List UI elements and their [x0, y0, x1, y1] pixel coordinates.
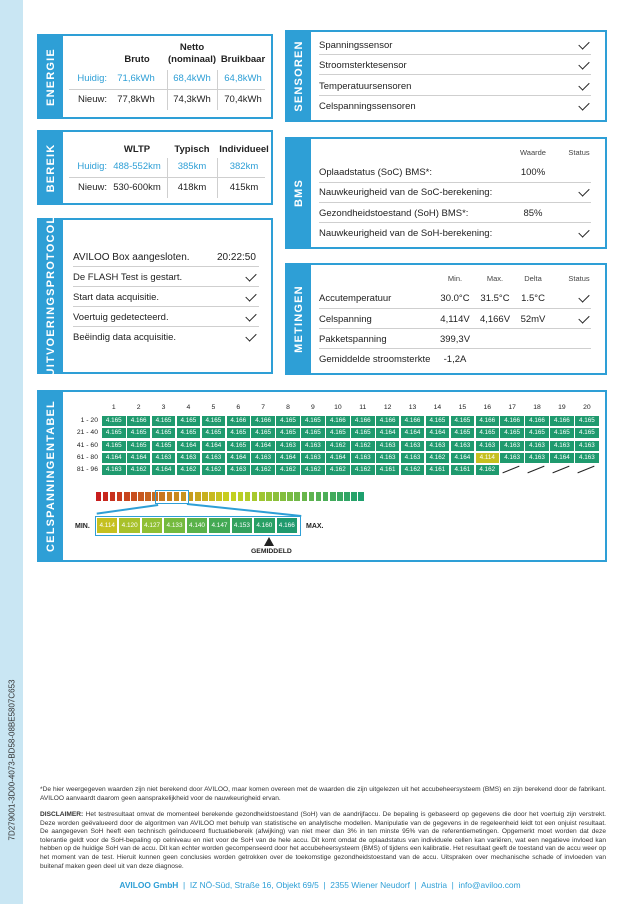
energie-nieuw-label: Nieuw: [77, 94, 107, 105]
gradient-segment [96, 492, 102, 501]
cell-voltage: 4.163 [426, 441, 450, 451]
cell-voltage: 4.164 [102, 453, 126, 463]
cell-column-label: 2 [136, 404, 141, 411]
disclaimer-label: DISCLAIMER: [40, 811, 84, 818]
gradient-segment [266, 492, 272, 501]
gradient-segment [309, 492, 315, 501]
gradient-segment [202, 492, 208, 501]
scale-value: 4.153 [232, 518, 252, 533]
cell-voltage: 4.163 [451, 441, 475, 451]
bms-row-soc: Oplaadstatus (SoC) BMS*: [319, 167, 432, 178]
cell-voltage: 4.165 [152, 416, 176, 426]
cell-voltage: 4.166 [127, 416, 151, 426]
cell-voltage: 4.165 [301, 428, 325, 438]
col-delta: Delta [524, 274, 542, 283]
cell-voltage: 4.163 [301, 441, 325, 451]
col-wltp: WLTP [123, 144, 151, 155]
document-id: 7D279001-3D00-4073-BD58-08BE5807C653 [7, 679, 17, 841]
energie-tab [39, 36, 63, 117]
cell-voltage: 4.165 [177, 416, 201, 426]
cell-column-label: 17 [508, 404, 516, 411]
meting-cel-delta: 52mV [520, 314, 546, 325]
gradient-segment [323, 492, 329, 501]
check-icon [578, 291, 589, 302]
protocol-item-2: Start data acquisitie. [73, 292, 160, 303]
gradient-segment [124, 492, 130, 501]
gemiddeld-label: GEMIDDELD [251, 548, 292, 555]
cell-voltage: 4.163 [251, 453, 275, 463]
bereik-nieuw-wltp: 530-600km [113, 182, 161, 193]
cell-column-label: 15 [458, 404, 467, 411]
gradient-segment [117, 492, 123, 501]
cell-voltage: 4.162 [202, 465, 226, 475]
protocol-card [37, 215, 273, 377]
gradient-segment [223, 492, 229, 501]
cell-voltage: 4.163 [476, 441, 500, 451]
bms-row-soh: Gezondheidstoestand (SoH) BMS*: [319, 208, 469, 219]
gradient-segment [330, 492, 336, 501]
col-min: Min. [447, 274, 463, 283]
cell-voltage: 4.165 [251, 428, 275, 438]
cell-voltage: 4.165 [276, 428, 300, 438]
bms-card [285, 137, 607, 249]
energie-nieuw-netto: 74,3kWh [173, 94, 211, 105]
protocol-title: UITVOERINGSPROTOCOL [45, 215, 57, 377]
cell-voltage: 4.162 [177, 465, 201, 475]
metingen-card [285, 263, 607, 375]
col-status: Status [568, 148, 590, 157]
cell-voltage: 4.164 [326, 453, 350, 463]
cell-voltage: 4.163 [276, 441, 300, 451]
cell-voltage: 4.164 [451, 453, 475, 463]
footer-company: AVILOO GmbH [119, 880, 179, 890]
footer-email[interactable]: info@aviloo.com [458, 880, 521, 890]
cell-voltage: 4.165 [575, 428, 599, 438]
gradient-segment [103, 492, 109, 501]
cell-voltage: 4.163 [401, 441, 425, 451]
cell-voltage: 4.165 [550, 428, 574, 438]
cell-voltage: 4.164 [251, 441, 275, 451]
check-icon [245, 310, 256, 321]
energie-huidig-bruik: 64,8kWh [224, 73, 262, 84]
check-icon [245, 330, 256, 341]
meting-pakket-label: Pakketspanning [319, 334, 387, 345]
footer-sep: | [321, 880, 328, 890]
bereik-nieuw-label: Nieuw: [77, 182, 107, 193]
cell-voltage: 4.164 [401, 428, 425, 438]
bms-soc-value: 100% [520, 167, 546, 178]
protocol-tab [39, 215, 63, 377]
bereik-tab [39, 132, 63, 203]
scale-value: 4.114 [97, 518, 117, 533]
cell-voltage: 4.163 [525, 453, 549, 463]
col-individueel: Individueel [219, 144, 269, 155]
disclaimer [40, 811, 606, 871]
celspanning-card [37, 390, 607, 562]
cell-voltage: 4.163 [301, 453, 325, 463]
check-icon [578, 79, 589, 90]
bms-title: BMS [293, 178, 305, 208]
cell-column-label: 16 [483, 404, 492, 411]
cell-voltage: 4.163 [401, 453, 425, 463]
footer-country: Austria [420, 880, 448, 890]
gradient-segment [294, 492, 300, 501]
celspanning-title: CELSPANNINGENTABEL [45, 400, 57, 552]
gradient-segment [245, 492, 251, 501]
cell-voltage: 4.164 [276, 453, 300, 463]
cell-voltage: 4.165 [575, 416, 599, 426]
cell-voltage: 4.162 [351, 441, 375, 451]
scale-box [95, 516, 301, 536]
gradient-segment [131, 492, 137, 501]
cell-column-label: 9 [311, 404, 315, 411]
footer-address: IZ NÖ-Süd, Straße 16, Objekt 69/5 [189, 880, 319, 890]
gradient-segment [280, 492, 286, 501]
meting-cel-min: 4,114V [440, 314, 470, 325]
energie-card [37, 34, 273, 119]
cell-row-label: 61 - 80 [76, 453, 98, 461]
cell-voltage: 4.165 [326, 428, 350, 438]
gradient-segment [110, 492, 116, 501]
bms-row-soh-acc: Nauwkeurigheid van de SoH-berekening: [319, 228, 493, 239]
cell-column-label: 6 [236, 404, 241, 411]
cell-row-label: 1 - 20 [80, 417, 98, 424]
gradient-segment [238, 492, 244, 501]
meting-temp-max: 31.5°C [480, 293, 510, 304]
cell-voltage: 4.164 [426, 428, 450, 438]
cell-voltage: 4.165 [426, 416, 450, 426]
cell-column-label: 3 [161, 404, 166, 411]
cell-voltage: 4.166 [500, 416, 524, 426]
col-bruikbaar: Bruikbaar [220, 54, 266, 65]
bms-row-soc-acc: Nauwkeurigheid van de SoC-berekening: [319, 187, 493, 198]
voltage-gradient-bar [95, 492, 365, 501]
cell-voltage: 4.165 [202, 416, 226, 426]
check-icon [578, 99, 589, 110]
gradient-segment [209, 492, 215, 501]
meting-temp-delta: 1.5°C [521, 293, 545, 304]
gradient-segment [337, 492, 343, 501]
bereik-huidig-wltp: 488-552km [113, 161, 161, 172]
cell-row-label: 81 - 96 [76, 466, 98, 474]
cell-column-label: 19 [558, 404, 566, 411]
energie-huidig-label: Huidig: [77, 73, 107, 84]
cell-voltage: 4.162 [326, 465, 350, 475]
cell-voltage: 4.163 [575, 441, 599, 451]
meting-cel-max: 4,166V [479, 314, 511, 325]
cell-voltage: 4.162 [326, 441, 350, 451]
check-icon [245, 270, 256, 281]
cell-voltage: 4.166 [525, 416, 549, 426]
metingen-tab [287, 265, 311, 373]
sensor-3: Temperatuursensoren [319, 81, 412, 92]
check-icon [578, 226, 589, 237]
bms-tab [287, 139, 311, 247]
scale-value: 4.147 [209, 518, 229, 533]
cell-voltage: 4.163 [575, 453, 599, 463]
sensoren-card [285, 30, 607, 122]
gradient-segment [351, 492, 357, 501]
cell-voltage: 4.165 [152, 428, 176, 438]
cell-voltage: 4.163 [500, 441, 524, 451]
cell-voltage: 4.163 [550, 441, 574, 451]
cell-voltage: 4.162 [276, 465, 300, 475]
cell-voltage: 4.166 [476, 416, 500, 426]
cell-voltage: 4.166 [351, 416, 375, 426]
protocol-time: 20:22:50 [217, 252, 256, 263]
cell-voltage: 4.161 [451, 465, 475, 475]
col-netto: Netto [179, 42, 205, 53]
meting-pakket-value: 399,3V [439, 334, 471, 345]
cell-voltage: 4.163 [351, 453, 375, 463]
cell-voltage: 4.166 [376, 416, 400, 426]
cell-voltage: 4.114 [476, 453, 500, 463]
scale-value: 4.133 [164, 518, 184, 533]
protocol-item-1: De FLASH Test is gestart. [73, 272, 183, 283]
empty-cell-dash-icon [525, 465, 547, 475]
gradient-segment [231, 492, 237, 501]
cell-grid [39, 392, 605, 482]
energie-title: ENERGIE [45, 47, 57, 106]
cell-voltage: 4.164 [202, 441, 226, 451]
cell-voltage: 4.165 [202, 428, 226, 438]
energie-nieuw-bruik: 70,4kWh [224, 94, 262, 105]
meting-temp-min: 30.0°C [440, 293, 470, 304]
cell-voltage: 4.162 [476, 465, 500, 475]
scale-max-label: MAX. [306, 523, 324, 530]
cell-voltage: 4.163 [102, 465, 126, 475]
cell-column-label: 13 [408, 404, 417, 411]
meting-stroom-value: -1,2A [443, 354, 467, 365]
protocol-item-4: Beëindig data acquisitie. [73, 332, 176, 343]
zoom-line-right [187, 503, 302, 517]
cell-voltage: 4.162 [351, 465, 375, 475]
cell-voltage: 4.164 [152, 465, 176, 475]
gradient-segment [259, 492, 265, 501]
gradient-segment [344, 492, 350, 501]
cell-row-label: 41 - 60 [76, 441, 98, 449]
footer-sep: | [180, 880, 188, 890]
cell-voltage: 4.165 [177, 428, 201, 438]
cell-column-label: 10 [334, 404, 342, 411]
cell-column-label: 8 [286, 404, 290, 411]
cell-voltage: 4.165 [102, 416, 126, 426]
footer-city: 2355 Wiener Neudorf [330, 880, 410, 890]
cell-voltage: 4.162 [426, 453, 450, 463]
energie-nieuw-bruto: 77,8kWh [117, 94, 155, 105]
cell-voltage: 4.165 [227, 441, 251, 451]
sensor-1: Spanningssensor [319, 40, 393, 51]
bereik-nieuw-typisch: 418km [177, 182, 207, 193]
metingen-title: METINGEN [293, 285, 305, 353]
cell-voltage: 4.166 [550, 416, 574, 426]
cell-voltage: 4.165 [152, 441, 176, 451]
cell-voltage: 4.165 [351, 428, 375, 438]
cell-voltage: 4.165 [301, 416, 325, 426]
sensor-4: Celspanningssensoren [319, 101, 416, 112]
bereik-huidig-label: Huidig: [77, 161, 107, 172]
scale-value: 4.166 [277, 518, 297, 533]
cell-voltage: 4.165 [227, 428, 251, 438]
cell-voltage: 4.164 [127, 453, 151, 463]
cell-voltage: 4.165 [451, 428, 475, 438]
meting-cel-label: Celspanning [319, 314, 372, 325]
footer-sep: | [449, 880, 457, 890]
cell-column-label: 4 [186, 404, 191, 411]
cell-voltage: 4.163 [227, 465, 251, 475]
cell-voltage: 4.163 [525, 441, 549, 451]
cell-row-label: 21 - 40 [76, 429, 98, 437]
cell-voltage: 4.163 [152, 453, 176, 463]
cell-voltage: 4.164 [177, 441, 201, 451]
bereik-huidig-typisch: 385km [177, 161, 207, 172]
bereik-title: BEREIK [45, 143, 57, 192]
cell-column-label: 20 [583, 404, 591, 411]
gradient-segment [252, 492, 258, 501]
check-icon [578, 312, 589, 323]
cell-voltage: 4.165 [127, 441, 151, 451]
col-waarde: Waarde [520, 148, 546, 157]
cell-column-label: 18 [533, 404, 541, 411]
bereik-huidig-ind: 382km [229, 161, 259, 172]
cell-voltage: 4.165 [102, 441, 126, 451]
gradient-segment [316, 492, 322, 501]
meting-temp-label: Accutemperatuur [319, 293, 392, 304]
empty-cell-dash-icon [550, 465, 572, 475]
col-netto-sub: (nominaal) [167, 54, 217, 65]
cell-voltage: 4.161 [376, 465, 400, 475]
check-icon [245, 290, 256, 301]
energie-huidig-bruto: 71,6kWh [117, 73, 155, 84]
check-icon [578, 38, 589, 49]
zoom-bracket [155, 490, 189, 504]
gradient-segment [287, 492, 293, 501]
footnote: *De hier weergegeven waarden zijn niet berekend door AVILOO, maar komen overeen met de waarden die zijn uitgelezen uit het accubeheersysteem (BMS) en zijn berekend door de fabrikant. AVILOO aanvaardt daarom geen aansprakelijkheid voor de nauwkeurigheid ervan. [40, 786, 606, 802]
gradient-segment [145, 492, 151, 501]
cell-voltage: 4.162 [401, 465, 425, 475]
cell-voltage: 4.165 [276, 416, 300, 426]
empty-cell-dash-icon [500, 465, 522, 475]
cell-column-label: 14 [433, 404, 442, 411]
scale-min-label: MIN. [75, 523, 90, 530]
cell-column-label: 11 [359, 404, 367, 411]
cell-voltage: 4.165 [127, 428, 151, 438]
bms-soh-value: 85% [523, 208, 543, 219]
average-marker-icon [264, 537, 274, 546]
cell-column-label: 5 [211, 404, 216, 411]
meting-stroom-label: Gemiddelde stroomsterkte [319, 354, 431, 365]
col-max: Max. [486, 274, 504, 283]
col-bruto: Bruto [124, 54, 150, 65]
cell-voltage: 4.165 [102, 428, 126, 438]
footer-sep: | [412, 880, 420, 890]
bereik-nieuw-ind: 415km [229, 182, 259, 193]
sensor-2: Stroomsterktesensor [319, 60, 407, 71]
cell-voltage: 4.165 [500, 428, 524, 438]
col-typisch: Typisch [174, 144, 210, 155]
cell-voltage: 4.164 [550, 453, 574, 463]
scale-value: 4.120 [119, 518, 139, 533]
cell-column-label: 7 [261, 404, 266, 411]
sensoren-title: SENSOREN [293, 40, 305, 112]
cell-voltage: 4.161 [426, 465, 450, 475]
cell-voltage: 4.166 [401, 416, 425, 426]
footer-contact [0, 880, 640, 890]
cell-voltage: 4.163 [177, 453, 201, 463]
cell-voltage: 4.162 [251, 465, 275, 475]
scale-value: 4.160 [254, 518, 274, 533]
check-icon [578, 185, 589, 196]
gradient-segment [138, 492, 144, 501]
col-status: Status [568, 274, 590, 283]
cell-voltage: 4.165 [476, 428, 500, 438]
cell-voltage: 4.164 [227, 453, 251, 463]
empty-cell-dash-icon [575, 465, 597, 475]
check-icon [578, 58, 589, 69]
scale-value: 4.127 [142, 518, 162, 533]
protocol-item-3: Voertuig gedetecteerd. [73, 312, 169, 323]
cell-voltage: 4.163 [376, 453, 400, 463]
gradient-segment [216, 492, 222, 501]
cell-voltage: 4.164 [376, 428, 400, 438]
cell-voltage: 4.166 [227, 416, 251, 426]
cell-column-label: 1 [111, 404, 116, 411]
cell-voltage: 4.166 [326, 416, 350, 426]
cell-voltage: 4.165 [451, 416, 475, 426]
gradient-segment [358, 492, 364, 501]
cell-voltage: 4.162 [127, 465, 151, 475]
cell-voltage: 4.163 [500, 453, 524, 463]
gradient-segment [302, 492, 308, 501]
cell-voltage: 4.162 [301, 465, 325, 475]
zoom-line-left [97, 504, 159, 514]
disclaimer-text: Het testresultaat omvat de momenteel berekende gezondheidstoestand (SoH) van de aandrijfaccu. De bepaling is gebaseerd op gegevens die door het voertuig zijn verstrekt. Deze worden geëvalueerd door de algoritmen van AVILOO met behulp van statistische en analytische modellen. Manipulatie van de gegevens in de regeleenheid leidt tot een onjuist resultaat. De aangegeven SoH heeft een technisch geïnduceerd fluctuatiebereik (afwijking) van niet meer dan 3% in ten minste 95% van de referentiemetingen. Opgemerkt moet worden dat deze tolerantie geldt voor de SoH-bepaling op celniveau en niet voor de SoH van de hele accu. Dit komt omdat de oplaadstatus van individuele cellen kan variëren, wat een negatieve invloed kan hebben op de huidige SoH van de accu. Dit kan echter worden gecompenseerd door het accubeheersysteem (BMS) of tijdens een kalibratie. Het resultaat geeft de toestand van de accu weer op het moment van de test. Hieruit kunnen geen conclusies worden getrokken over de toekomstige gezondheidstoestand van de accu. Uitspraken over mechanische schade of invloeden van buitenaf maken geen deel uit van deze diagnose. [40, 811, 606, 870]
gradient-segment [273, 492, 279, 501]
cell-voltage: 4.163 [376, 441, 400, 451]
energie-huidig-netto: 68,4kWh [173, 73, 211, 84]
cell-voltage: 4.165 [525, 428, 549, 438]
cell-voltage: 4.166 [251, 416, 275, 426]
cell-voltage: 4.163 [202, 453, 226, 463]
scale-value: 4.140 [187, 518, 207, 533]
protocol-header: AVILOO Box aangesloten. [73, 252, 190, 263]
cell-column-label: 12 [383, 404, 392, 411]
bereik-card [37, 130, 273, 205]
gradient-segment [195, 492, 201, 501]
sensoren-tab [287, 32, 311, 120]
